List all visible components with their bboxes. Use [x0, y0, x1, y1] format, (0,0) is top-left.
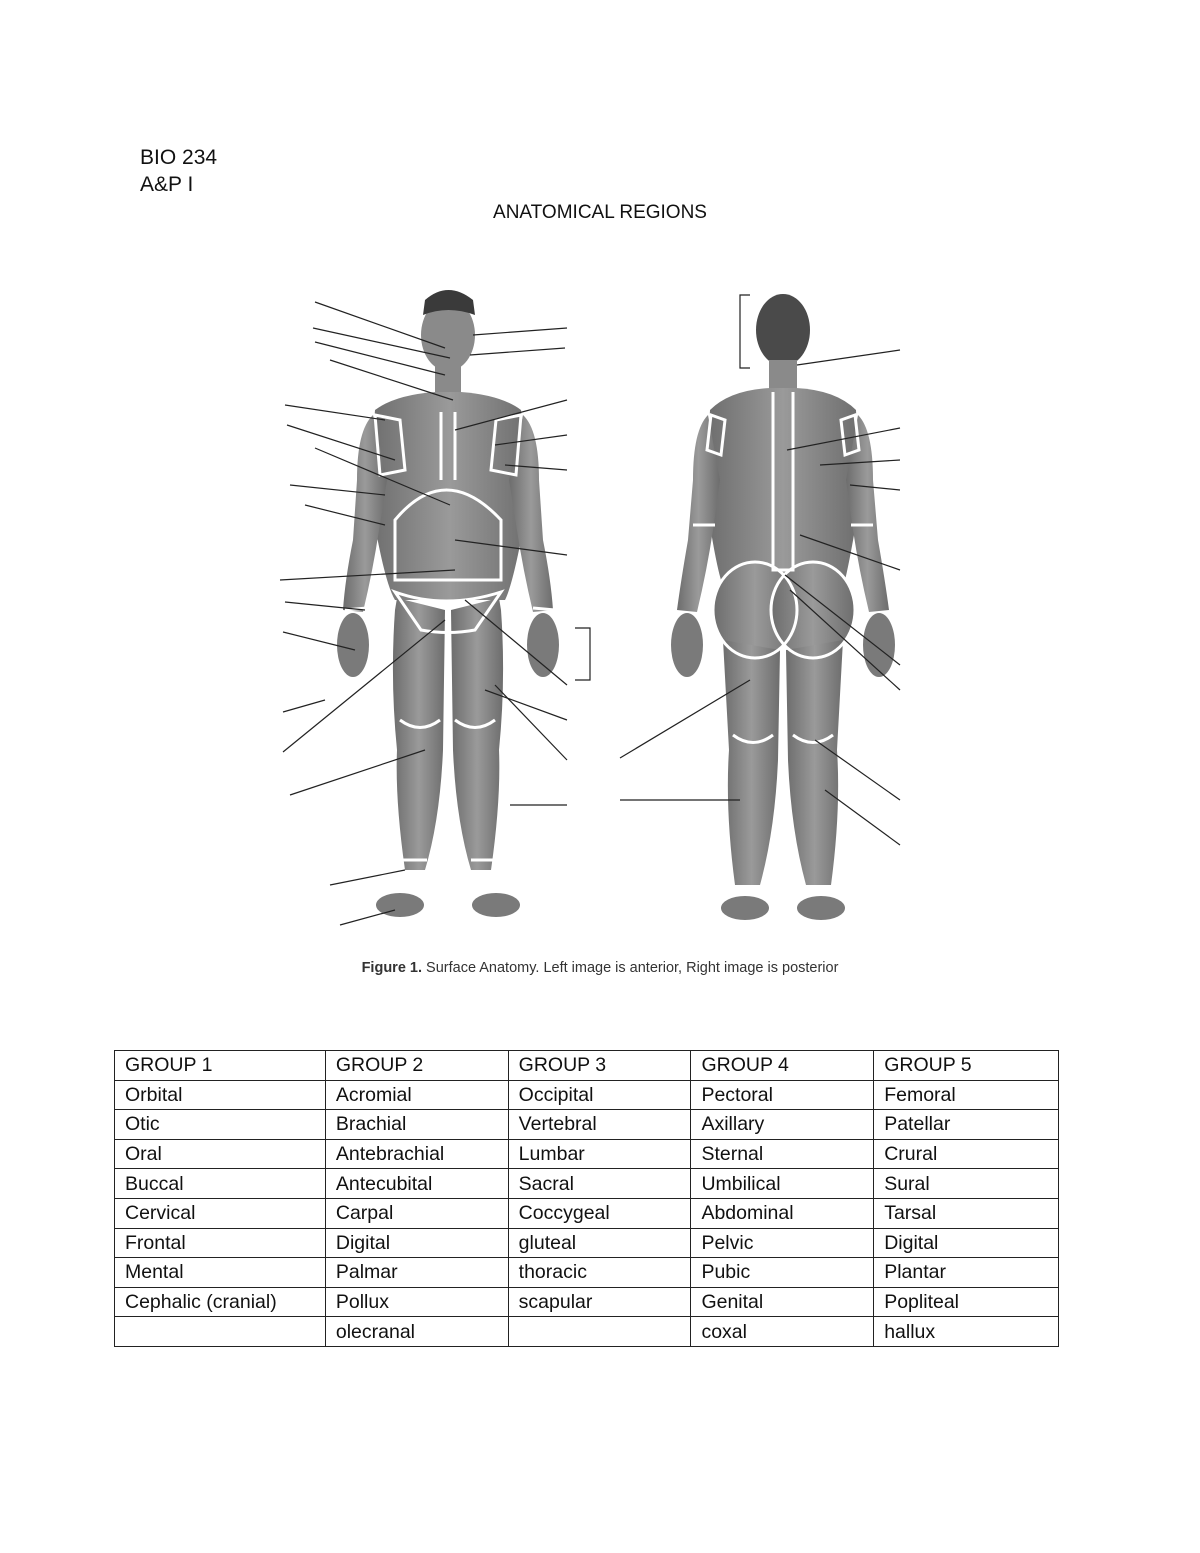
table-cell: Palmar: [325, 1258, 508, 1288]
table-cell: Carpal: [325, 1198, 508, 1228]
table-cell: Umbilical: [691, 1169, 874, 1199]
table-cell: Orbital: [115, 1080, 326, 1110]
table-cell: Coccygeal: [508, 1198, 691, 1228]
table-cell: scapular: [508, 1287, 691, 1317]
course-code: BIO 234: [140, 146, 218, 169]
table-cell: Acromial: [325, 1080, 508, 1110]
table-cell: Pollux: [325, 1287, 508, 1317]
table-row: [115, 1228, 1059, 1258]
table-cell: Patellar: [874, 1110, 1059, 1140]
table-row: [115, 1198, 1059, 1228]
table-header-row: [115, 1051, 1059, 1081]
table-cell: Digital: [325, 1228, 508, 1258]
table-cell: Mental: [115, 1258, 326, 1288]
table-cell: Pelvic: [691, 1228, 874, 1258]
table-cell: Cervical: [115, 1198, 326, 1228]
regions-table: [114, 1050, 1059, 1347]
group-header: GROUP 4: [691, 1051, 874, 1081]
figure-caption: [0, 960, 1200, 976]
page-title: ANATOMICAL REGIONS: [493, 202, 707, 223]
table-cell: Antecubital: [325, 1169, 508, 1199]
figure-caption-label: Figure 1.: [361, 960, 423, 976]
table-cell: [508, 1317, 691, 1347]
table-cell: gluteal: [508, 1228, 691, 1258]
table-cell: Sternal: [691, 1139, 874, 1169]
table-row: [115, 1287, 1059, 1317]
table-row: [115, 1258, 1059, 1288]
table-cell: Tarsal: [874, 1198, 1059, 1228]
table-cell: Lumbar: [508, 1139, 691, 1169]
figure-caption-text: Surface Anatomy. Left image is anterior, Right image is posterior: [422, 960, 839, 976]
table-cell: coxal: [691, 1317, 874, 1347]
table-row: [115, 1317, 1059, 1347]
table-row: [115, 1110, 1059, 1140]
table-cell: Vertebral: [508, 1110, 691, 1140]
table-row: [115, 1080, 1059, 1110]
table-cell: Oral: [115, 1139, 326, 1169]
table-row: [115, 1139, 1059, 1169]
table-cell: Popliteal: [874, 1287, 1059, 1317]
table-row: [115, 1169, 1059, 1199]
table-cell: hallux: [874, 1317, 1059, 1347]
table-cell: Cephalic (cranial): [115, 1287, 326, 1317]
table-cell: [115, 1317, 326, 1347]
table-cell: Buccal: [115, 1169, 326, 1199]
table-cell: Abdominal: [691, 1198, 874, 1228]
group-header: GROUP 3: [508, 1051, 691, 1081]
group-header: GROUP 2: [325, 1051, 508, 1081]
table-cell: Pubic: [691, 1258, 874, 1288]
group-header: GROUP 1: [115, 1051, 326, 1081]
table-cell: Sural: [874, 1169, 1059, 1199]
table-cell: thoracic: [508, 1258, 691, 1288]
table-cell: olecranal: [325, 1317, 508, 1347]
table-cell: Digital: [874, 1228, 1059, 1258]
course-subtitle: A&P I: [140, 173, 194, 196]
table-cell: Femoral: [874, 1080, 1059, 1110]
table-cell: Plantar: [874, 1258, 1059, 1288]
surface-anatomy-figure: [245, 280, 950, 935]
table-cell: Frontal: [115, 1228, 326, 1258]
table-cell: Occipital: [508, 1080, 691, 1110]
group-header: GROUP 5: [874, 1051, 1059, 1081]
table-cell: Crural: [874, 1139, 1059, 1169]
table-cell: Sacral: [508, 1169, 691, 1199]
table-cell: Otic: [115, 1110, 326, 1140]
table-cell: Pectoral: [691, 1080, 874, 1110]
table-cell: Brachial: [325, 1110, 508, 1140]
table-cell: Genital: [691, 1287, 874, 1317]
table-cell: Axillary: [691, 1110, 874, 1140]
table-cell: Antebrachial: [325, 1139, 508, 1169]
